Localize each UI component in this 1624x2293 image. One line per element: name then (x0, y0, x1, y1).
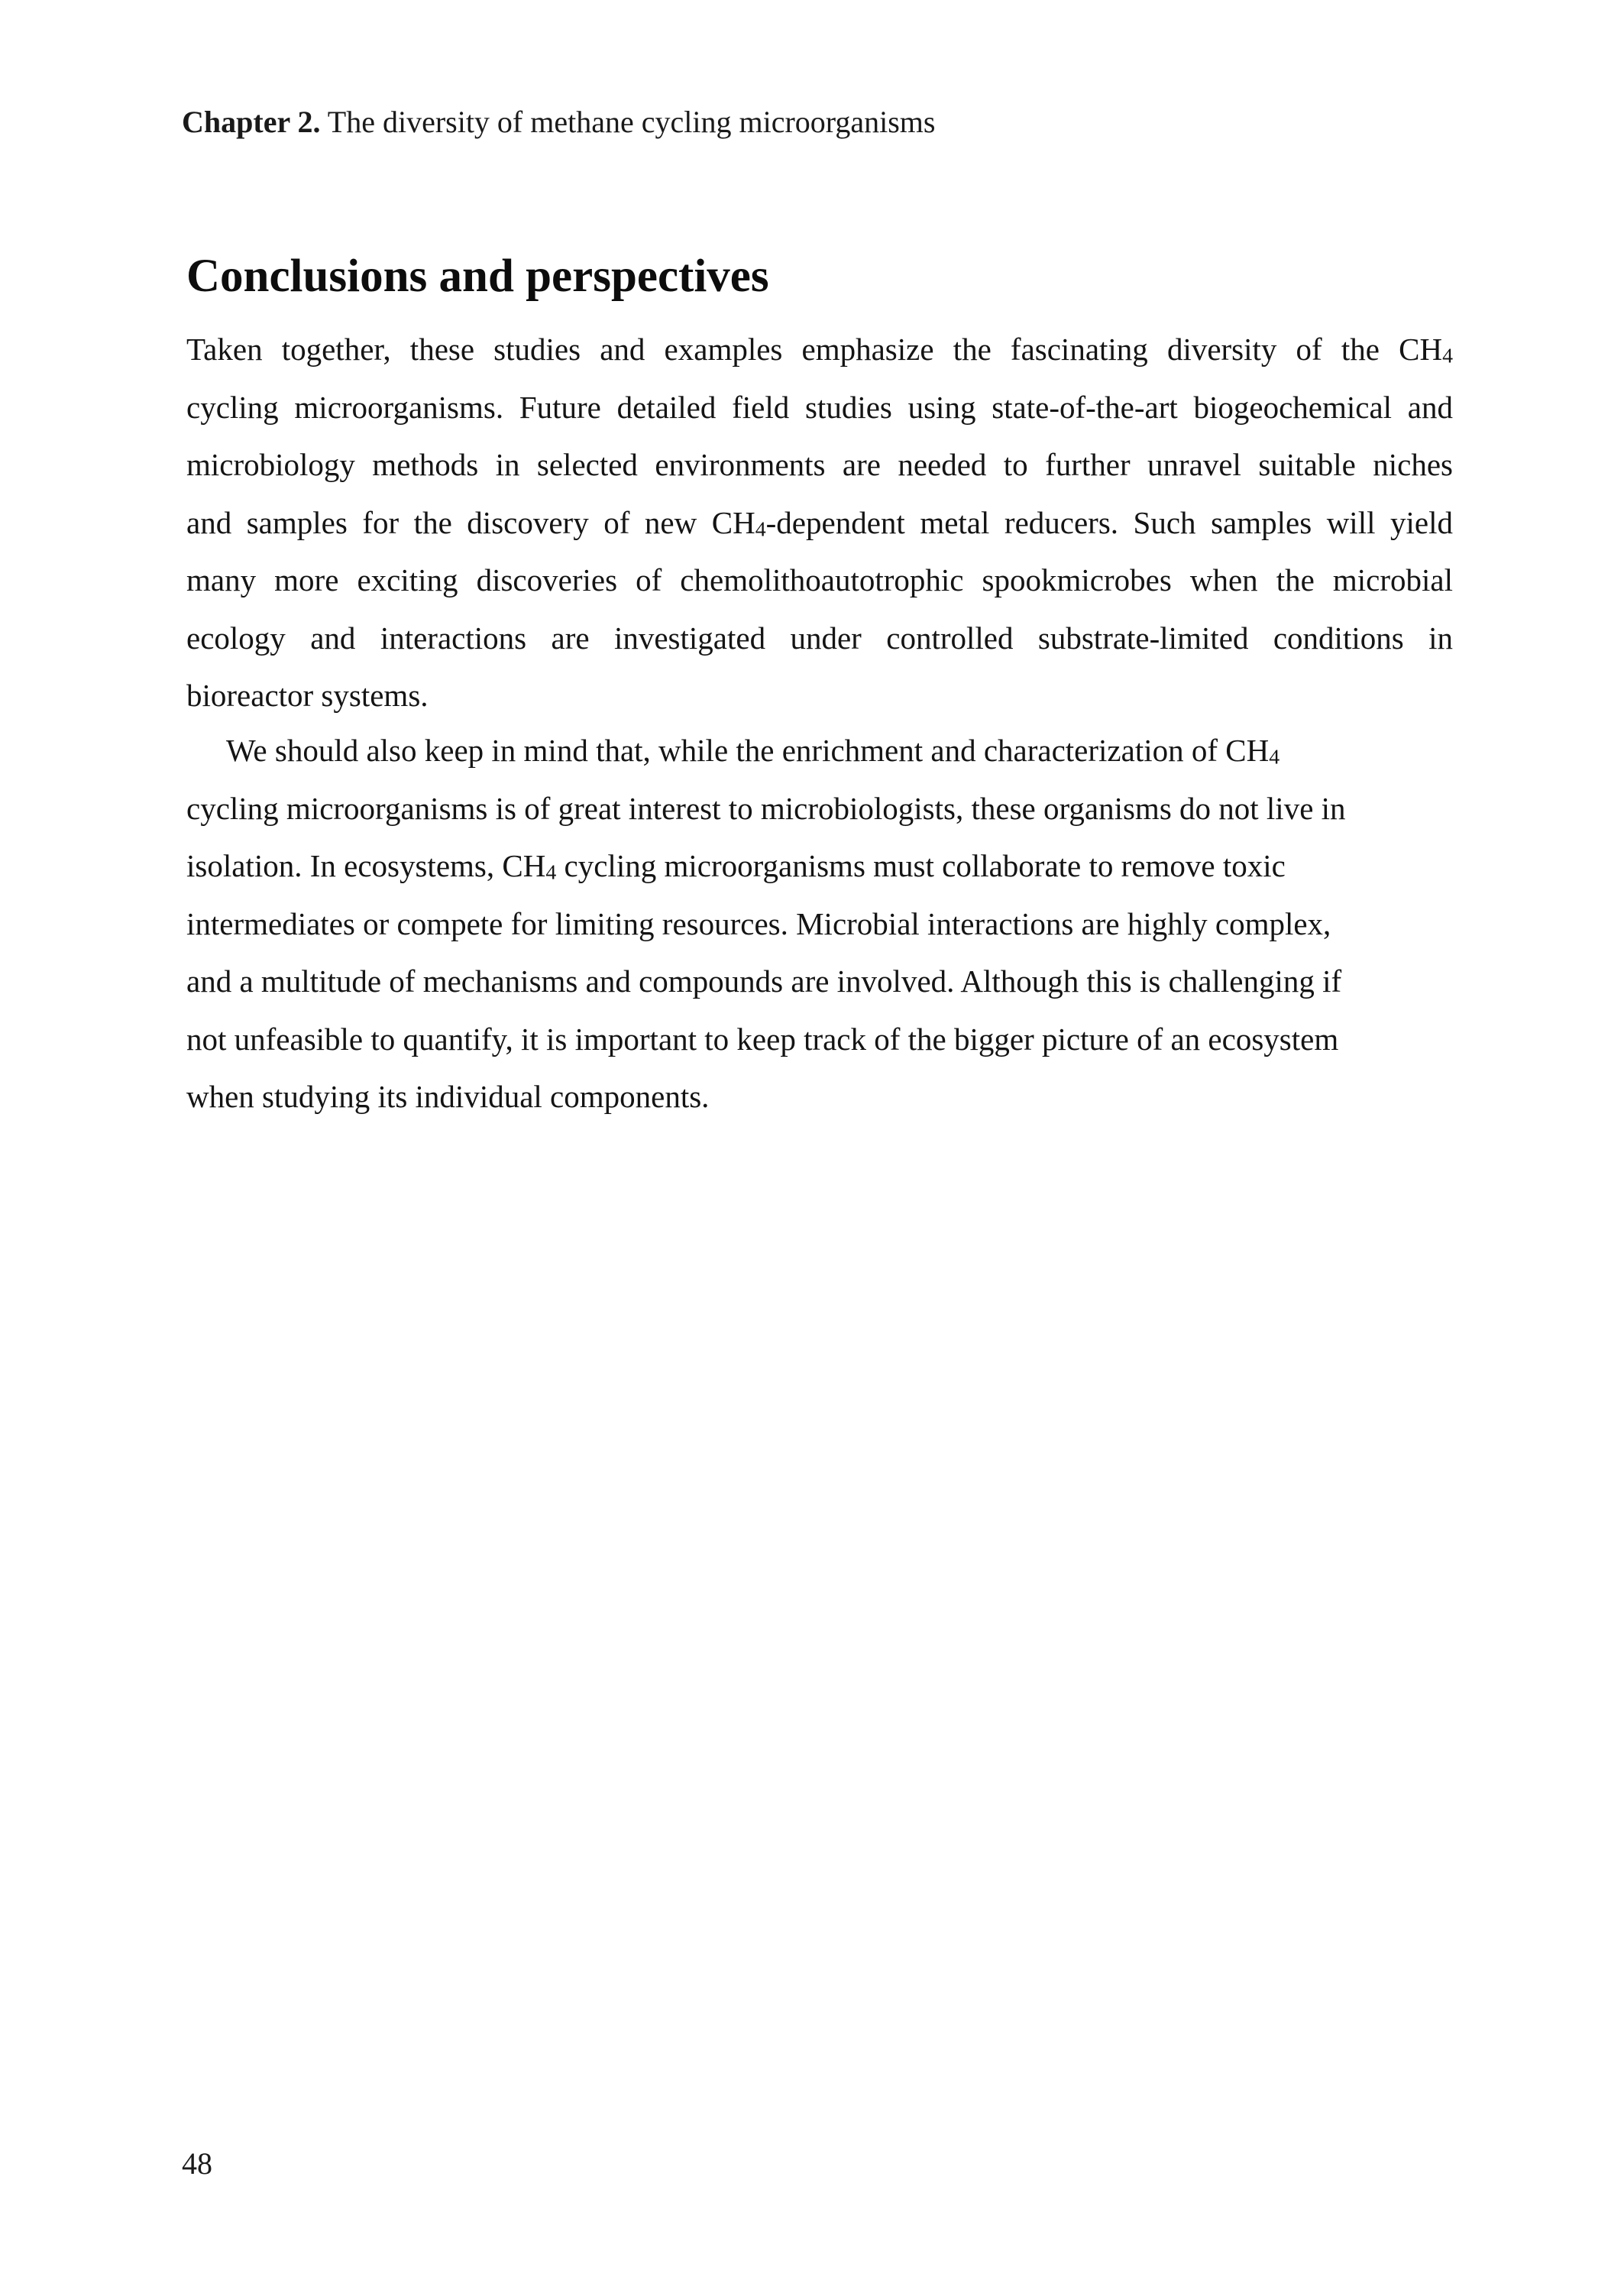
paragraph-1-line-2: cycling microorganisms. Future detailed field studies using state-of-the-art biogeochemical and (186, 389, 1453, 425)
section-heading: Conclusions and perspectives (186, 251, 769, 302)
paragraph-1-line-4: and samples for the discovery of new $CH_4$-dependent metal reducers. Such samples will yield (186, 504, 1453, 541)
paragraph-2-line-3: isolation. In ecosystems, $CH_4$ cycling microorganisms must collaborate to remove toxic (186, 848, 1286, 885)
chapter-label: Chapter 2. (182, 105, 321, 139)
paragraph-2-line-5: and a multitude of mechanisms and compounds are involved. Although this is challenging if (186, 964, 1342, 999)
paragraph-2 (186, 722, 1453, 1126)
paragraph-1-line-6: ecology and interactions are investigated under controlled substrate-limited conditions in (186, 620, 1453, 656)
chem-ch4: $CH_4$ (711, 504, 766, 541)
paragraph-1-line-5: many more exciting discoveries of chemolithoautotrophic spookmicrobes when the microbial (186, 562, 1453, 598)
chem-ch4: $CH_4$ (1225, 733, 1280, 769)
chapter-title: The diversity of methane cycling microorganisms (327, 105, 936, 139)
chem-ch4: $CH_4$ (502, 848, 557, 885)
paragraph-2-line-4: intermediates or compete for limiting resources. Microbial interactions are highly complex, (186, 905, 1331, 941)
running-header (182, 104, 936, 141)
paragraph-2-line-7: when studying its individual components. (186, 1079, 710, 1114)
paragraph-1-line-1: Taken together, these studies and examples emphasize the fascinating diversity of the $CH_4$ (186, 332, 1453, 368)
paragraph-2-line-1: We should also keep in mind that, while the enrichment and characterization of $CH_4$ (226, 733, 1280, 769)
chem-ch4: $CH_4$ (1399, 332, 1453, 368)
paragraph-2-line-2: cycling microorganisms is of great interest to microbiologists, these organisms do not live in (186, 790, 1346, 826)
paragraph-1-line-3: microbiology methods in selected environments are needed to further unravel suitable niches (186, 447, 1453, 482)
page-number: 48 (182, 2146, 212, 2181)
paragraph-1-line-7: bioreactor systems. (186, 678, 429, 713)
paragraph-1 (186, 321, 1453, 725)
paragraph-2-line-6: not unfeasible to quantify, it is important to keep track of the bigger picture of an ecosystem (186, 1021, 1339, 1057)
